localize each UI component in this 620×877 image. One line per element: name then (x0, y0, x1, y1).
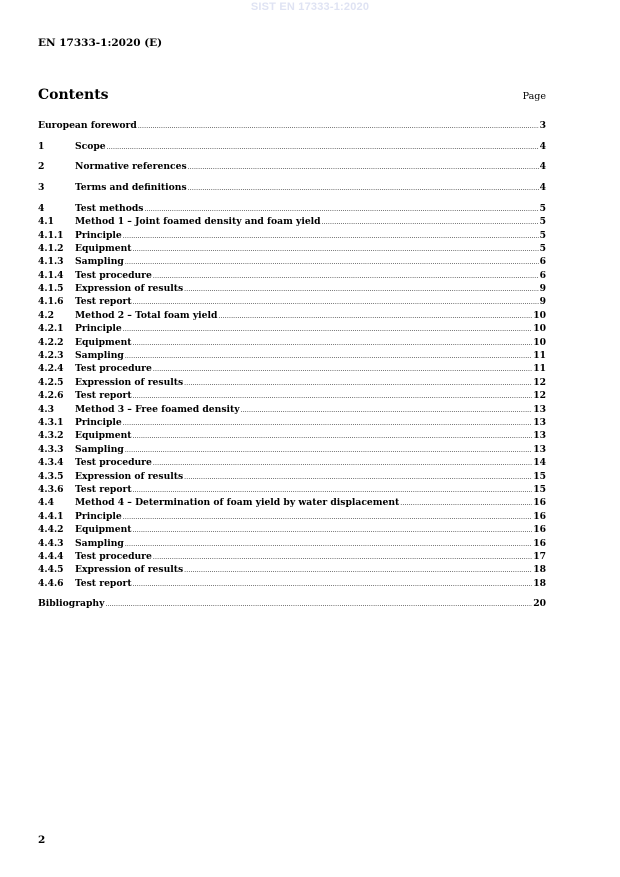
toc-dot-leader (184, 471, 532, 484)
table-of-contents (38, 119, 546, 611)
toc-entry-title: Method 1 – Joint foamed density and foam yield (75, 216, 321, 228)
toc-entry-number: 4.1.6 (38, 296, 64, 308)
toc-entry-page: 18 (533, 577, 546, 589)
toc-entry-page: 10 (533, 309, 546, 321)
toc-entry[interactable] (38, 563, 546, 576)
toc-entry-number: 4.4.1 (38, 510, 64, 522)
toc-entry-number: 4.3 (38, 403, 54, 415)
toc-entry-page: 16 (533, 537, 546, 549)
toc-entry-number: 4.2.4 (38, 363, 64, 375)
toc-entry-page: 10 (533, 336, 546, 348)
toc-dot-leader (123, 417, 532, 430)
toc-entry-title: Equipment (75, 336, 132, 348)
toc-entry-title: Sampling (75, 350, 124, 362)
toc-entry-number: 4.1 (38, 216, 54, 228)
toc-dot-leader (125, 538, 532, 551)
toc-entry-number: 4.2.2 (38, 336, 64, 348)
toc-entry-page: 13 (533, 403, 546, 415)
toc-entry-page: 17 (533, 550, 546, 562)
toc-dot-leader (107, 141, 539, 154)
toc-entry[interactable] (38, 597, 546, 610)
toc-dot-leader (400, 497, 532, 510)
toc-dot-leader (125, 350, 532, 363)
toc-entry-page: 11 (533, 363, 546, 375)
toc-entry[interactable] (38, 537, 546, 550)
toc-entry-title: Equipment (75, 524, 132, 536)
document-identifier: EN 17333-1:2020 (E) (38, 37, 163, 49)
toc-entry-page: 11 (533, 350, 546, 362)
toc-entry-title: Expression of results (75, 470, 184, 482)
toc-entry-number: 4.4.3 (38, 537, 64, 549)
toc-dot-leader (133, 337, 533, 350)
toc-entry[interactable] (38, 255, 546, 268)
toc-entry[interactable] (38, 362, 546, 375)
toc-entry-page: 4 (539, 140, 546, 152)
toc-entry-title: Method 4 – Determination of foam yield by water displacement (75, 497, 400, 509)
toc-entry-title: Sampling (75, 256, 124, 268)
toc-entry-number: 4.2.6 (38, 390, 64, 402)
toc-entry[interactable] (38, 215, 546, 228)
toc-entry-title: Normative references (75, 161, 187, 173)
toc-dot-leader (123, 511, 532, 524)
toc-entry[interactable] (38, 229, 546, 242)
toc-entry[interactable] (38, 309, 546, 322)
toc-entry-number: 4.2.3 (38, 350, 64, 362)
toc-entry-number: 4.1.4 (38, 269, 64, 281)
toc-entry[interactable] (38, 160, 546, 173)
toc-entry[interactable] (38, 403, 546, 416)
toc-entry-page: 15 (533, 470, 546, 482)
toc-entry-title: Method 2 – Total foam yield (75, 309, 218, 321)
toc-entry-page: 20 (533, 598, 546, 610)
toc-entry-title: Equipment (75, 430, 132, 442)
toc-dot-leader (241, 404, 533, 417)
toc-entry-number: 4.1.3 (38, 256, 64, 268)
toc-entry[interactable] (38, 550, 546, 563)
toc-entry-title: Test report (75, 577, 132, 589)
toc-entry-number: 4.3.6 (38, 483, 64, 495)
toc-entry-number: 4.1.5 (38, 283, 64, 295)
toc-entry-page: 13 (533, 443, 546, 455)
toc-dot-leader (184, 283, 538, 296)
toc-entry-title: Principle (75, 323, 122, 335)
toc-entry[interactable] (38, 483, 546, 496)
toc-entry-page: 4 (539, 182, 546, 194)
toc-entry-page: 9 (539, 296, 546, 308)
toc-entry-number: 4 (38, 202, 45, 214)
toc-dot-leader (133, 484, 533, 497)
toc-entry-title: Expression of results (75, 283, 184, 295)
toc-entry[interactable] (38, 470, 546, 483)
toc-dot-leader (133, 578, 533, 591)
toc-entry-number: 4.4.5 (38, 564, 64, 576)
toc-entry[interactable] (38, 269, 546, 282)
toc-entry-page: 16 (533, 497, 546, 509)
toc-entry-page: 5 (539, 216, 546, 228)
toc-dot-leader (153, 270, 539, 283)
toc-entry[interactable] (38, 322, 546, 335)
toc-entry-page: 13 (533, 430, 546, 442)
page-number: 2 (38, 834, 46, 846)
toc-entry-number: 2 (38, 161, 45, 173)
toc-entry[interactable] (38, 389, 546, 402)
toc-entry-title: Test report (75, 390, 132, 402)
toc-entry-title: Test report (75, 483, 132, 495)
toc-entry-number: 4.1.2 (38, 242, 64, 254)
toc-entry-page: 3 (539, 120, 546, 131)
toc-entry-title: Test report (75, 296, 132, 308)
toc-entry-title: Test procedure (75, 457, 152, 469)
toc-entry-title: Bibliography (38, 598, 105, 610)
toc-entry-page: 12 (533, 376, 546, 388)
toc-entry-page: 4 (539, 161, 546, 173)
toc-entry[interactable] (38, 242, 546, 255)
toc-entry-title: European foreword (38, 120, 137, 131)
toc-entry[interactable] (38, 496, 546, 509)
toc-dot-leader (133, 390, 533, 403)
toc-entry[interactable] (38, 181, 546, 194)
toc-entry-number: 4.3.4 (38, 457, 64, 469)
toc-entry-number: 4.3.3 (38, 443, 64, 455)
page-column-label: Page (522, 91, 546, 102)
watermark: SIST EN 17333-1:2020 (250, 1, 370, 13)
toc-entry-page: 9 (539, 283, 546, 295)
toc-dot-leader (153, 457, 532, 470)
toc-entry-number: 4.2 (38, 309, 54, 321)
toc-entry-number: 4.2.5 (38, 376, 64, 388)
toc-dot-leader (105, 598, 532, 611)
toc-entry[interactable] (38, 202, 546, 215)
toc-entry-page: 15 (533, 483, 546, 495)
toc-dot-leader (188, 182, 539, 195)
toc-entry-title: Scope (75, 140, 106, 152)
toc-entry-title: Principle (75, 229, 122, 241)
toc-dot-leader (188, 161, 539, 174)
toc-entry-page: 12 (533, 390, 546, 402)
toc-entry[interactable] (38, 577, 546, 590)
toc-entry-page: 5 (539, 242, 546, 254)
toc-entry[interactable] (38, 119, 546, 132)
toc-entry-title: Method 3 – Free foamed density (75, 403, 240, 415)
toc-entry-title: Principle (75, 510, 122, 522)
toc-dot-leader (153, 551, 532, 564)
toc-dot-leader (133, 243, 539, 256)
contents-heading: Contents (38, 87, 109, 103)
toc-entry-page: 14 (533, 457, 546, 469)
toc-entry[interactable] (38, 429, 546, 442)
toc-entry-number: 4.3.1 (38, 417, 64, 428)
toc-entry-title: Equipment (75, 242, 132, 254)
toc-entry[interactable] (38, 349, 546, 362)
toc-dot-leader (138, 120, 539, 133)
toc-entry-title: Expression of results (75, 564, 184, 576)
toc-entry-page: 16 (533, 510, 546, 522)
toc-entry-title: Sampling (75, 537, 124, 549)
toc-entry[interactable] (38, 336, 546, 349)
toc-entry-number: 3 (38, 182, 45, 194)
toc-entry-number: 4.4 (38, 497, 54, 509)
toc-entry-page: 16 (533, 524, 546, 536)
toc-entry-page: 6 (539, 269, 546, 281)
toc-entry[interactable] (38, 510, 546, 523)
toc-dot-leader (123, 323, 532, 336)
toc-entry[interactable] (38, 443, 546, 456)
toc-dot-leader (144, 203, 538, 216)
toc-dot-leader (133, 430, 533, 443)
toc-entry-page: 5 (539, 229, 546, 241)
toc-entry[interactable] (38, 456, 546, 469)
toc-entry[interactable] (38, 376, 546, 389)
toc-entry-title: Test methods (75, 202, 144, 214)
toc-dot-leader (125, 444, 532, 457)
toc-entry-number: 4.4.4 (38, 550, 64, 562)
toc-dot-leader (322, 216, 539, 229)
toc-dot-leader (153, 363, 532, 376)
toc-dot-leader (123, 230, 539, 243)
toc-entry-title: Expression of results (75, 376, 184, 388)
toc-entry-page: 13 (533, 417, 546, 428)
toc-entry-page: 6 (539, 256, 546, 268)
toc-entry-title: Terms and definitions (75, 182, 187, 194)
toc-entry-title: Sampling (75, 443, 124, 455)
toc-dot-leader (184, 564, 532, 577)
toc-entry-number: 4.4.6 (38, 577, 64, 589)
toc-dot-leader (133, 524, 533, 537)
toc-entry-number: 4.1.1 (38, 229, 64, 241)
toc-entry-number: 4.4.2 (38, 524, 64, 536)
toc-entry-page: 18 (533, 564, 546, 576)
toc-entry[interactable] (38, 523, 546, 536)
toc-entry[interactable] (38, 416, 546, 429)
toc-entry-number: 4.3.2 (38, 430, 64, 442)
toc-entry-title: Principle (75, 417, 122, 428)
toc-entry-title: Test procedure (75, 363, 152, 375)
toc-entry-number: 4.2.1 (38, 323, 64, 335)
toc-dot-leader (184, 377, 532, 390)
toc-dot-leader (125, 256, 539, 269)
toc-entry-title: Test procedure (75, 269, 152, 281)
toc-entry[interactable] (38, 282, 546, 295)
toc-entry-title: Test procedure (75, 550, 152, 562)
toc-entry-number: 4.3.5 (38, 470, 64, 482)
toc-dot-leader (133, 296, 539, 309)
toc-entry-page: 5 (539, 202, 546, 214)
toc-entry[interactable] (38, 295, 546, 308)
toc-entry-page: 10 (533, 323, 546, 335)
toc-dot-leader (218, 310, 532, 323)
toc-entry[interactable] (38, 140, 546, 153)
toc-entry-number: 1 (38, 140, 45, 152)
